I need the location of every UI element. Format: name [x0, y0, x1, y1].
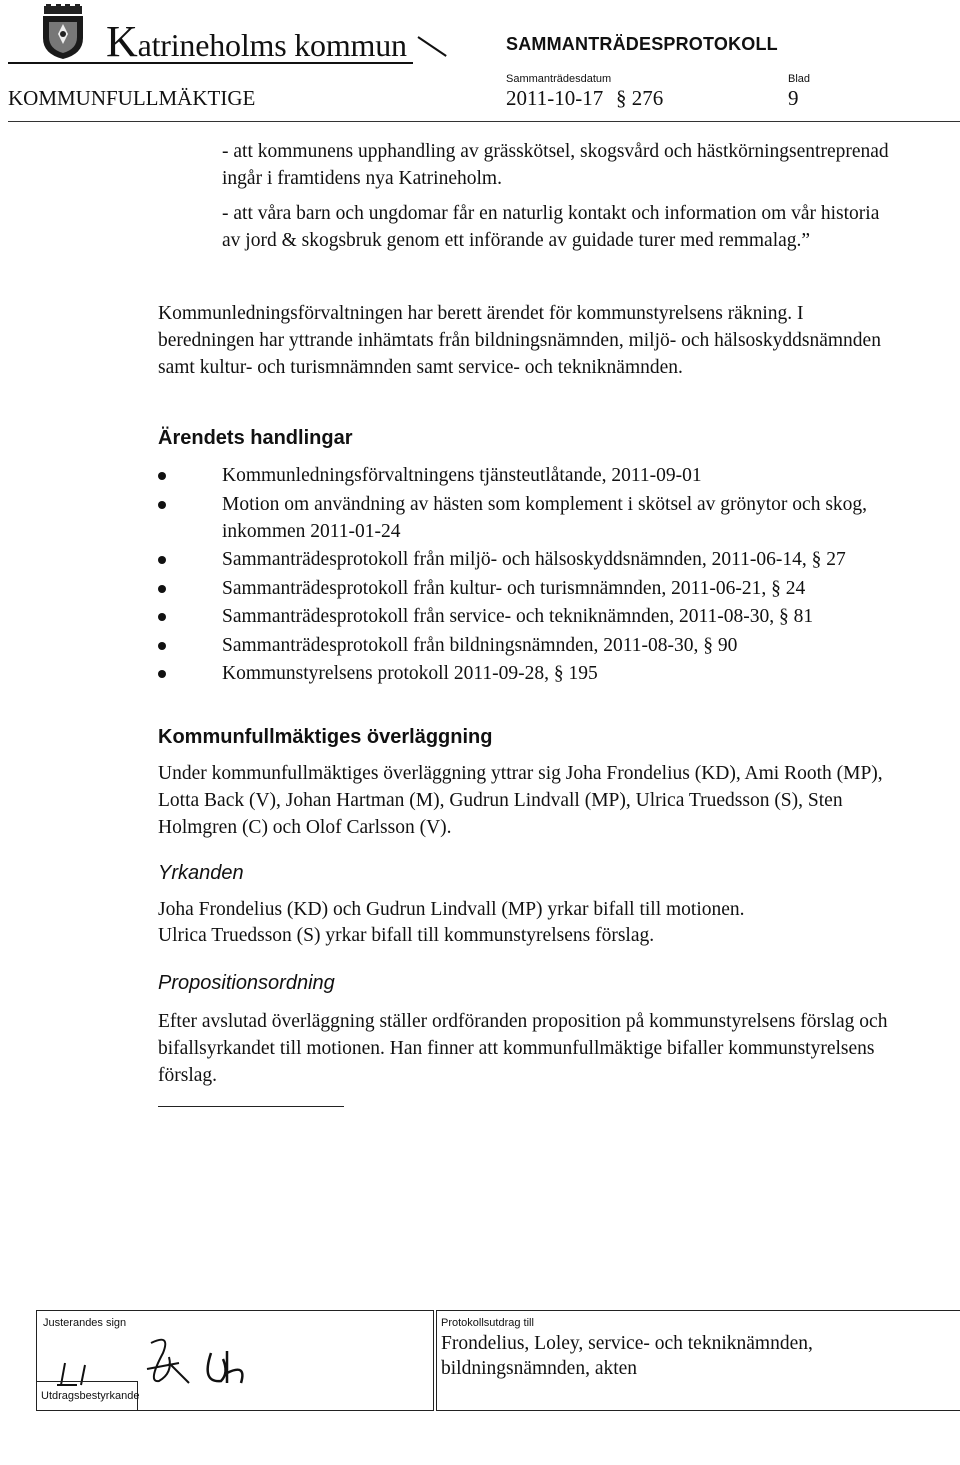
org-name-initial: K: [106, 17, 138, 66]
logo-slash: [417, 36, 446, 57]
quote-paragraph-1: - att kommunens upphandling av grässkötsel, skogsvård och hästkörningsentreprenad ingår i framtidens nya Katrineholm.: [222, 141, 889, 189]
motion-paragraph-1: Joha Frondelius (KD) och Gudrun Lindvall (MP) yrkar bifall till motionen.: [158, 899, 745, 920]
heading-deliberation: Kommunfullmäktiges överläggning: [158, 726, 493, 748]
heading-documents: Ärendets handlingar: [158, 427, 353, 449]
list-item: Sammanträdesprotokoll från service- och tekniknämnden, 2011-08-30, § 81: [158, 603, 898, 630]
certification-box: [37, 1381, 138, 1410]
bullet-icon: [158, 556, 166, 564]
extract-recipients: [441, 1331, 813, 1381]
heading-motions: Yrkanden: [158, 862, 244, 884]
closing-rule: [158, 1106, 344, 1107]
proposition-paragraph: Efter avslutad överläggning ställer ordföranden proposition på kommunstyrelsens förslag och bifallsyrkandet till motionen. Han finner att kommunfullmäktige bifaller kommunstyrelsens förslag.: [158, 1011, 888, 1086]
preparation-paragraph: Kommunledningsförvaltningen har berett ärendet för kommunstyrelsens räkning. I beredningen har yttrande inhämtats från bildningsnämnden, miljö- och hälsoskyddsnämnden samt kultur- och turismnämnden samt service- och tekniknämnden.: [158, 303, 881, 378]
coat-of-arms-icon: [40, 4, 86, 60]
extract-label: Protokollsutdrag till: [441, 1317, 534, 1329]
department: KOMMUNFULLMÄKTIGE: [8, 86, 256, 110]
list-item: Motion om användning av hästen som komplement i skötsel av grönytor och skog, inkommen 2011-01-24: [158, 491, 898, 545]
header-rule: [8, 121, 960, 122]
list-item: Kommunledningsförvaltningens tjänsteutlåtande, 2011-09-01: [158, 462, 898, 489]
list-item: Sammanträdesprotokoll från miljö- och hälsoskyddsnämnden, 2011-06-14, § 27: [158, 546, 898, 573]
bullet-icon: [158, 613, 166, 621]
extract-box: [436, 1310, 960, 1411]
deliberation-paragraph: Under kommunfullmäktiges överläggning yttrar sig Joha Frondelius (KD), Ami Rooth (MP), Lotta Back (V), Johan Hartman (M), Gudrun Lindvall (MP), Ulrica Truedsson (S), Sten Holmgren (C) och Olof Carlsson (V).: [158, 763, 883, 838]
page-number: 9: [788, 86, 799, 110]
meeting-date: 2011-10-17: [506, 86, 604, 110]
document-type: SAMMANTRÄDESPROTOKOLL: [506, 34, 778, 54]
bullet-icon: [158, 585, 166, 593]
list-item: Sammanträdesprotokoll från kultur- och turismnämnden, 2011-06-21, § 24: [158, 575, 898, 602]
list-item: Sammanträdesprotokoll från bildningsnämnden, 2011-08-30, § 90: [158, 632, 898, 659]
extract-recipients-line-2: bildningsnämnden, akten: [441, 1358, 638, 1379]
bullet-icon: [158, 501, 166, 509]
list-item: Kommunstyrelsens protokoll 2011-09-28, § 195: [158, 660, 898, 687]
extract-recipients-line-1: Frondelius, Loley, service- och tekniknämnden,: [441, 1333, 813, 1354]
bullet-icon: [158, 472, 166, 480]
date-label: Sammanträdesdatum: [506, 73, 612, 85]
certification-label: Utdragsbestyrkande: [41, 1390, 140, 1402]
heading-proposition: Propositionsordning: [158, 972, 335, 994]
quote-paragraph-2: - att våra barn och ungdomar får en naturlig kontakt och information om vår historia av jord & skogsbruk genom ett införande av guidade turer med remmalag.”: [222, 203, 880, 251]
paragraph-number: § 276: [616, 86, 664, 110]
bullet-icon: [158, 670, 166, 678]
page-label: Blad: [788, 73, 811, 85]
organization-name: [106, 16, 407, 67]
document-list: [158, 462, 898, 689]
motion-paragraph-2: Ulrica Truedsson (S) yrkar bifall till kommunstyrelsens förslag.: [158, 925, 655, 946]
signature-label: Justerandes sign: [43, 1317, 127, 1329]
bullet-icon: [158, 642, 166, 650]
org-name-rest: atrineholms kommun: [137, 27, 407, 63]
signature-box: [36, 1310, 434, 1411]
